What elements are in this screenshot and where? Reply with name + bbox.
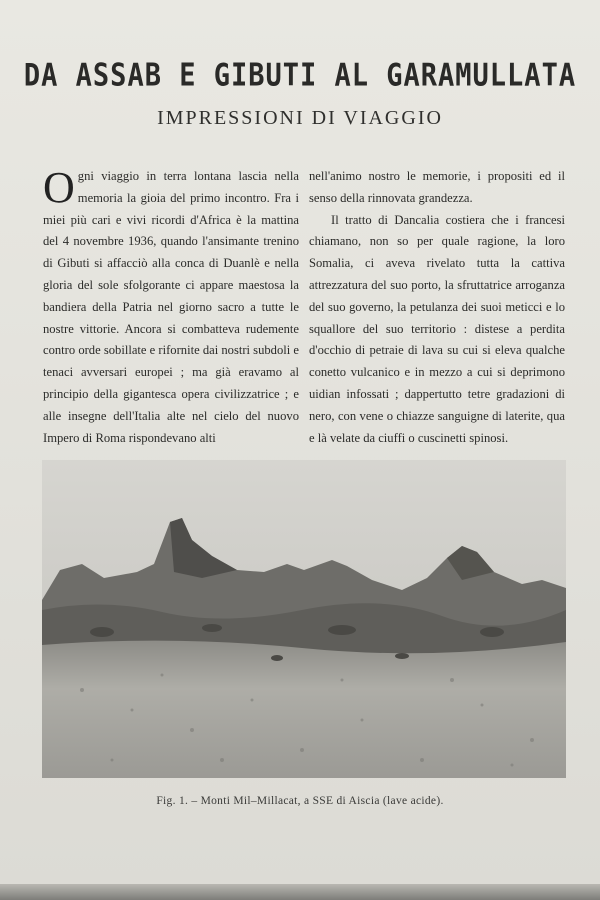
drop-cap: O (43, 163, 75, 212)
article-title: DA ASSAB E GIBUTI AL GARAMULLATA (23, 57, 577, 94)
paragraph (43, 163, 300, 449)
paragraph-text: gni viaggio in terra lontana lascia nella memoria la gioia del primo incontro. Fra i miei più cari e vivi ricordi d'Africa è la mattina del 4 novembre 1936, quando l'ansimante trenino di Gibuti si affacciò alla conca di Duanlè e nella gloria del sole sfolgorante ci appare maestosa la bandiera della Patria nel giorno sacro a tutte le nostre vittorie. Ancora si combatteva rudemente contro orde sobillate e rifornite dai nostri subdoli e tenaci avversari europei ; ma già eravamo al principio della gigantesca opera civilizzatrice ; e alle insegne dell'Italia alte nel cielo del nuovo Impero di Roma rispondevano alti (43, 169, 300, 445)
text-column-left (43, 163, 300, 449)
text-column-right (309, 166, 565, 449)
paragraph: Il tratto di Dancalia costiera che i francesi chiamano, non so per quale ragione, la loro Somalia, ci aveva rivelato tutta la cattiva attrezzatura del suo porto, la sfruttatrice arroganza del suo governo, la petulanza dei suoi meticci e lo squallore del suo territorio : distese a perdita d'occhio di petraie di lava su cui si eleva qualche conetto vulcanico e in mezzo a cui si deprimono uidian infossati ; dappertutto tetre gradazioni di nero, con vene o chiazze sanguigne di laterite, qua e là velate da ciuffi o cuscinetti spinosi. (309, 212, 565, 445)
article-subtitle: IMPRESSIONI DI VIAGGIO (157, 107, 443, 129)
paragraph: nell'animo nostro le memorie, i propositi ed il senso della rinnovata grandezza. (309, 169, 565, 205)
figure-caption: Fig. 1. – Monti Mil–Millacat, a SSE di Aiscia (lave acide). (156, 795, 444, 807)
landscape-photo (42, 460, 566, 778)
page-edge (0, 884, 600, 900)
